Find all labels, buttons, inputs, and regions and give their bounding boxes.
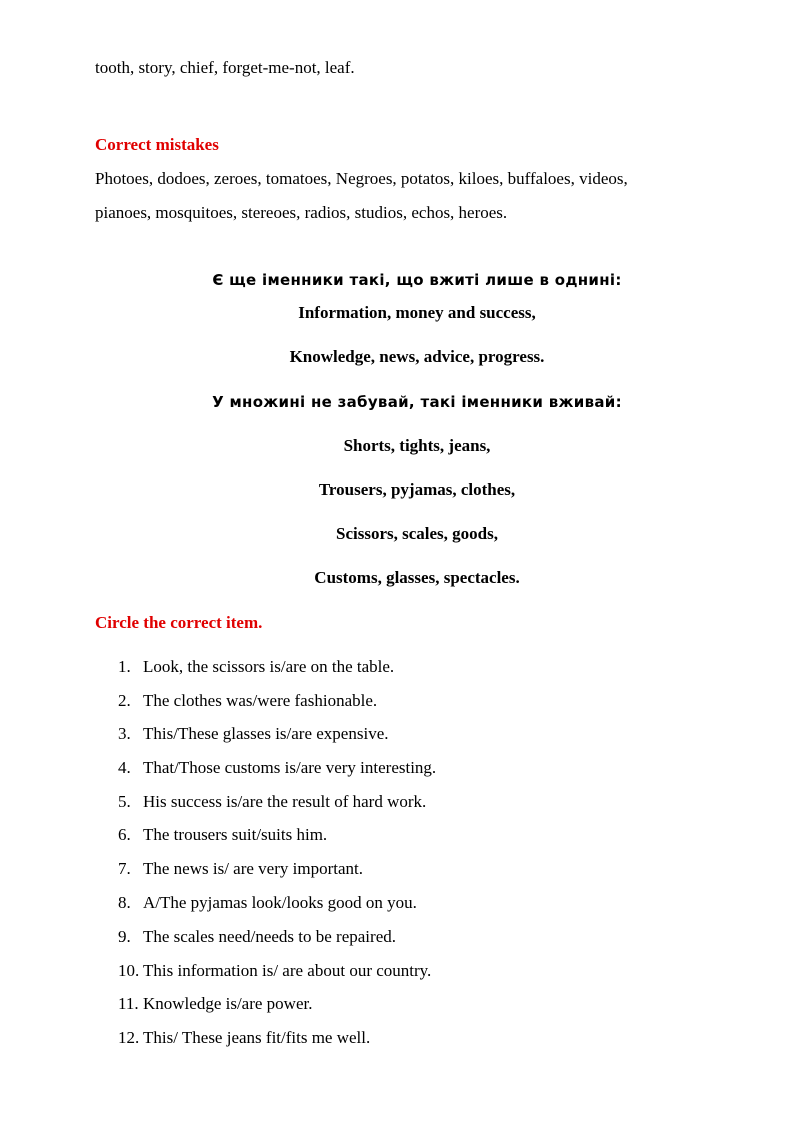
singular-intro: Є ще іменники такі, що вжиті лише в однині: (212, 271, 622, 289)
item-text: This/These glasses is/are expensive. (143, 724, 389, 743)
exercise-item (118, 758, 436, 778)
exercise-item (118, 724, 389, 744)
exercise-item (118, 1028, 370, 1048)
exercise-item (118, 961, 431, 981)
item-text: The scales need/needs to be repaired. (143, 927, 396, 946)
exercise-item (118, 691, 377, 711)
exercise-item (118, 825, 327, 845)
exercise-item (118, 893, 417, 913)
item-number: 8. (118, 893, 131, 912)
noun-list-line: tooth, story, chief, forget-me-not, leaf. (95, 58, 355, 77)
plural-line-2: Trousers, pyjamas, clothes, (318, 480, 516, 499)
circle-exercise-heading: Circle the correct item. (95, 613, 263, 632)
plural-line-1: Shorts, tights, jeans, (343, 436, 491, 455)
plural-line-3: Scissors, scales, goods, (336, 524, 498, 543)
mistakes-line-2: pianoes, mosquitoes, stereoes, radios, studios, echos, heroes. (95, 203, 508, 222)
item-number: 12. (118, 1028, 140, 1047)
mistakes-line-1: Photoes, dodoes, zeroes, tomatoes, Negroes, potatos, kiloes, buffaloes, videos, (95, 169, 628, 188)
exercise-item (118, 657, 394, 677)
item-number: 6. (118, 825, 131, 844)
item-number: 7. (118, 859, 131, 878)
item-text: The trousers suit/suits him. (143, 825, 328, 844)
exercise-item (118, 859, 363, 879)
item-text: The clothes was/were fashionable. (143, 691, 378, 710)
correct-mistakes-heading: Correct mistakes (95, 135, 219, 154)
item-text: Look, the scissors is/are on the table. (143, 657, 395, 676)
singular-line-1: Information, money and success, (298, 303, 536, 322)
item-text: His success is/are the result of hard work. (143, 792, 427, 811)
item-number: 10. (118, 961, 140, 980)
item-number: 2. (118, 691, 131, 710)
item-text: The news is/ are very important. (143, 859, 363, 878)
item-text: Knowledge is/are power. (143, 994, 313, 1013)
exercise-item (118, 994, 312, 1014)
plural-intro: У множині не забувай, такі іменники вживай: (212, 393, 622, 411)
item-number: 4. (118, 758, 131, 777)
item-number: 11. (118, 994, 139, 1013)
item-text: This information is/ are about our country. (143, 961, 432, 980)
plural-line-4: Customs, glasses, spectacles. (314, 568, 520, 587)
item-text: That/Those customs is/are very interesting. (143, 758, 437, 777)
item-text: This/ These jeans fit/fits me well. (143, 1028, 371, 1047)
exercise-item (118, 792, 426, 812)
item-number: 3. (118, 724, 131, 743)
item-number: 5. (118, 792, 131, 811)
item-number: 1. (118, 657, 131, 676)
item-text: A/The pyjamas look/looks good on you. (143, 893, 417, 912)
exercise-item (118, 927, 396, 947)
item-number: 9. (118, 927, 131, 946)
singular-line-2: Knowledge, news, advice, progress. (289, 347, 545, 366)
